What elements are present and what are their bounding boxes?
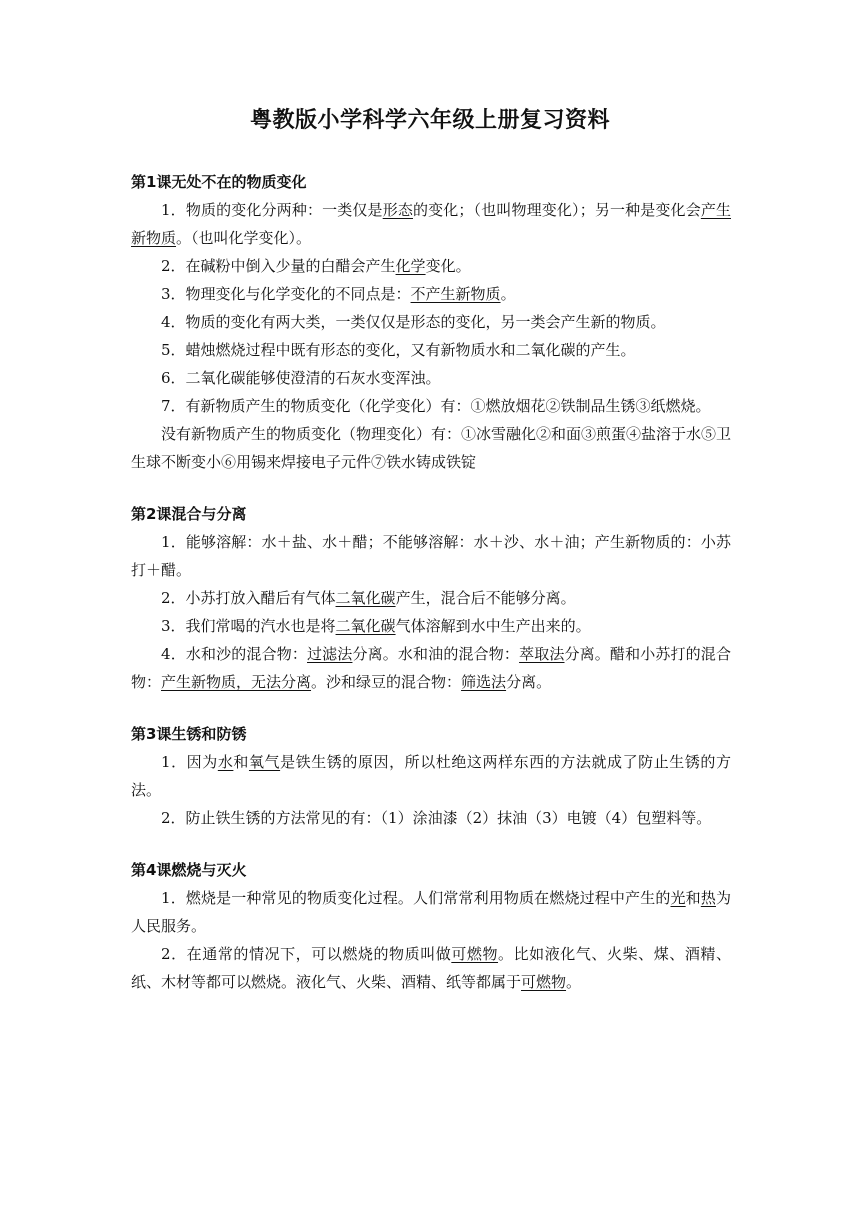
text-run: 分离。水和油的混合物：: [352, 645, 520, 663]
paragraph: [131, 336, 731, 364]
text-run: 。沙和绿豆的混合物：: [311, 673, 462, 691]
text-run: 5．蜡烛燃烧过程中既有形态的变化，又有新物质水和二氧化碳的产生。: [161, 341, 636, 359]
section-heading: 第1课无处不在的物质变化: [131, 173, 307, 191]
underlined-term: 萃取法: [519, 645, 565, 663]
paragraph: [131, 584, 731, 612]
paragraph: [131, 804, 731, 832]
underlined-term: 二氧化碳: [335, 617, 396, 635]
text-run: 3．我们常喝的汽水也是将: [161, 617, 336, 635]
text-run: 。: [566, 973, 582, 991]
paragraph: [131, 640, 731, 696]
text-run: 3．物理变化与化学变化的不同点是：: [161, 285, 411, 303]
text-run: 。比如液化气、火柴、煤、酒精、纸、木材等都可以燃烧。液化气、火柴、酒精、纸等都属于: [131, 945, 731, 991]
text-run: 1．能够溶解：水＋盐、水＋醋；不能够溶解：水＋沙、水＋油；产生新物质的：小苏打＋醋。: [131, 533, 731, 579]
underlined-term: 热: [700, 889, 716, 907]
text-run: 分离。: [506, 673, 552, 691]
underlined-term: 产生新物质: [131, 201, 731, 247]
text-run: 7．有新物质产生的物质变化（化学变化）有：①燃放烟花②铁制品生锈③纸燃烧。: [161, 397, 711, 415]
text-run: 6．二氧化碳能够使澄清的石灰水变浑浊。: [161, 369, 441, 387]
underlined-term: 筛选法: [461, 673, 507, 691]
paragraph: [131, 884, 731, 940]
paragraph: [131, 280, 731, 308]
text-run: 2．小苏打放入醋后有气体: [161, 589, 336, 607]
underlined-term: 可燃物: [451, 945, 499, 963]
paragraph: [131, 196, 731, 252]
text-run: 4．水和沙的混合物：: [161, 645, 308, 663]
underlined-term: 光: [670, 889, 686, 907]
paragraph: [131, 940, 731, 996]
text-run: 气体溶解到水中生产出来的。: [395, 617, 591, 635]
underlined-term: 化学: [395, 257, 426, 275]
section: [131, 168, 731, 476]
paragraph: [131, 364, 731, 392]
underlined-term: 过滤法: [307, 645, 353, 663]
paragraph: [131, 612, 731, 640]
section-heading: 第3课生锈和防锈: [131, 725, 247, 743]
text-run: 分离。醋和小苏打的混合物：: [131, 645, 731, 691]
section: [131, 856, 731, 996]
text-run: 4．物质的变化有两大类，一类仅仅是形态的变化，另一类会产生新的物质。: [161, 313, 666, 331]
section-heading: 第2课混合与分离: [131, 505, 247, 523]
underlined-term: 不产生新物质: [410, 285, 501, 303]
text-run: 。（也叫化学变化）。: [176, 229, 312, 247]
text-run: 为人民服务。: [131, 889, 731, 935]
text-run: 没有新物质产生的物质变化（物理变化）有：①冰雪融化②和面③煎蛋④盐溶于水⑤卫生球不断变小⑥用锡来焊接电子元件⑦铁水铸成铁锭: [131, 425, 732, 471]
paragraph: [131, 748, 731, 804]
paragraph: [131, 392, 731, 420]
text-run: 产生，混合后不能够分离。: [395, 589, 576, 607]
paragraph: [131, 420, 731, 476]
document-title: 粤教版小学科学六年级上册复习资料: [249, 107, 610, 133]
paragraph: [131, 528, 731, 584]
underlined-term: 产生新物质，无法分离: [161, 673, 312, 691]
text-run: 和: [233, 753, 249, 771]
text-run: 变化。: [425, 257, 471, 275]
text-run: 1．物质的变化分两种：一类仅是: [161, 201, 383, 219]
section: [131, 500, 731, 696]
document-body: [131, 168, 731, 996]
text-run: 。: [500, 285, 516, 303]
text-run: 2．在碱粉中倒入少量的白醋会产生: [161, 257, 396, 275]
text-run: 2．防止铁生锈的方法常见的有：（1）涂油漆（2）抹油（3）电镀（4）包塑料等。: [161, 809, 712, 827]
underlined-term: 水: [217, 753, 234, 771]
text-run: 2．在通常的情况下，可以燃烧的物质叫做: [161, 945, 452, 963]
section: [131, 720, 731, 832]
text-run: 是铁生锈的原因，所以杜绝这两样东西的方法就成了防止生锈的方法。: [131, 753, 731, 799]
text-run: 的变化；（也叫物理变化）；另一种是变化会: [412, 201, 701, 219]
text-run: 和: [685, 889, 701, 907]
paragraph: [131, 252, 731, 280]
underlined-term: 形态: [382, 201, 413, 219]
paragraph: [131, 308, 731, 336]
underlined-term: 可燃物: [521, 973, 567, 991]
text-run: 1．燃烧是一种常见的物质变化过程。人们常常利用物质在燃烧过程中产生的: [161, 889, 671, 907]
section-heading: 第4课燃烧与灭火: [131, 861, 247, 879]
text-run: 1．因为: [161, 753, 218, 771]
underlined-term: 二氧化碳: [335, 589, 396, 607]
underlined-term: 氧气: [248, 753, 281, 771]
